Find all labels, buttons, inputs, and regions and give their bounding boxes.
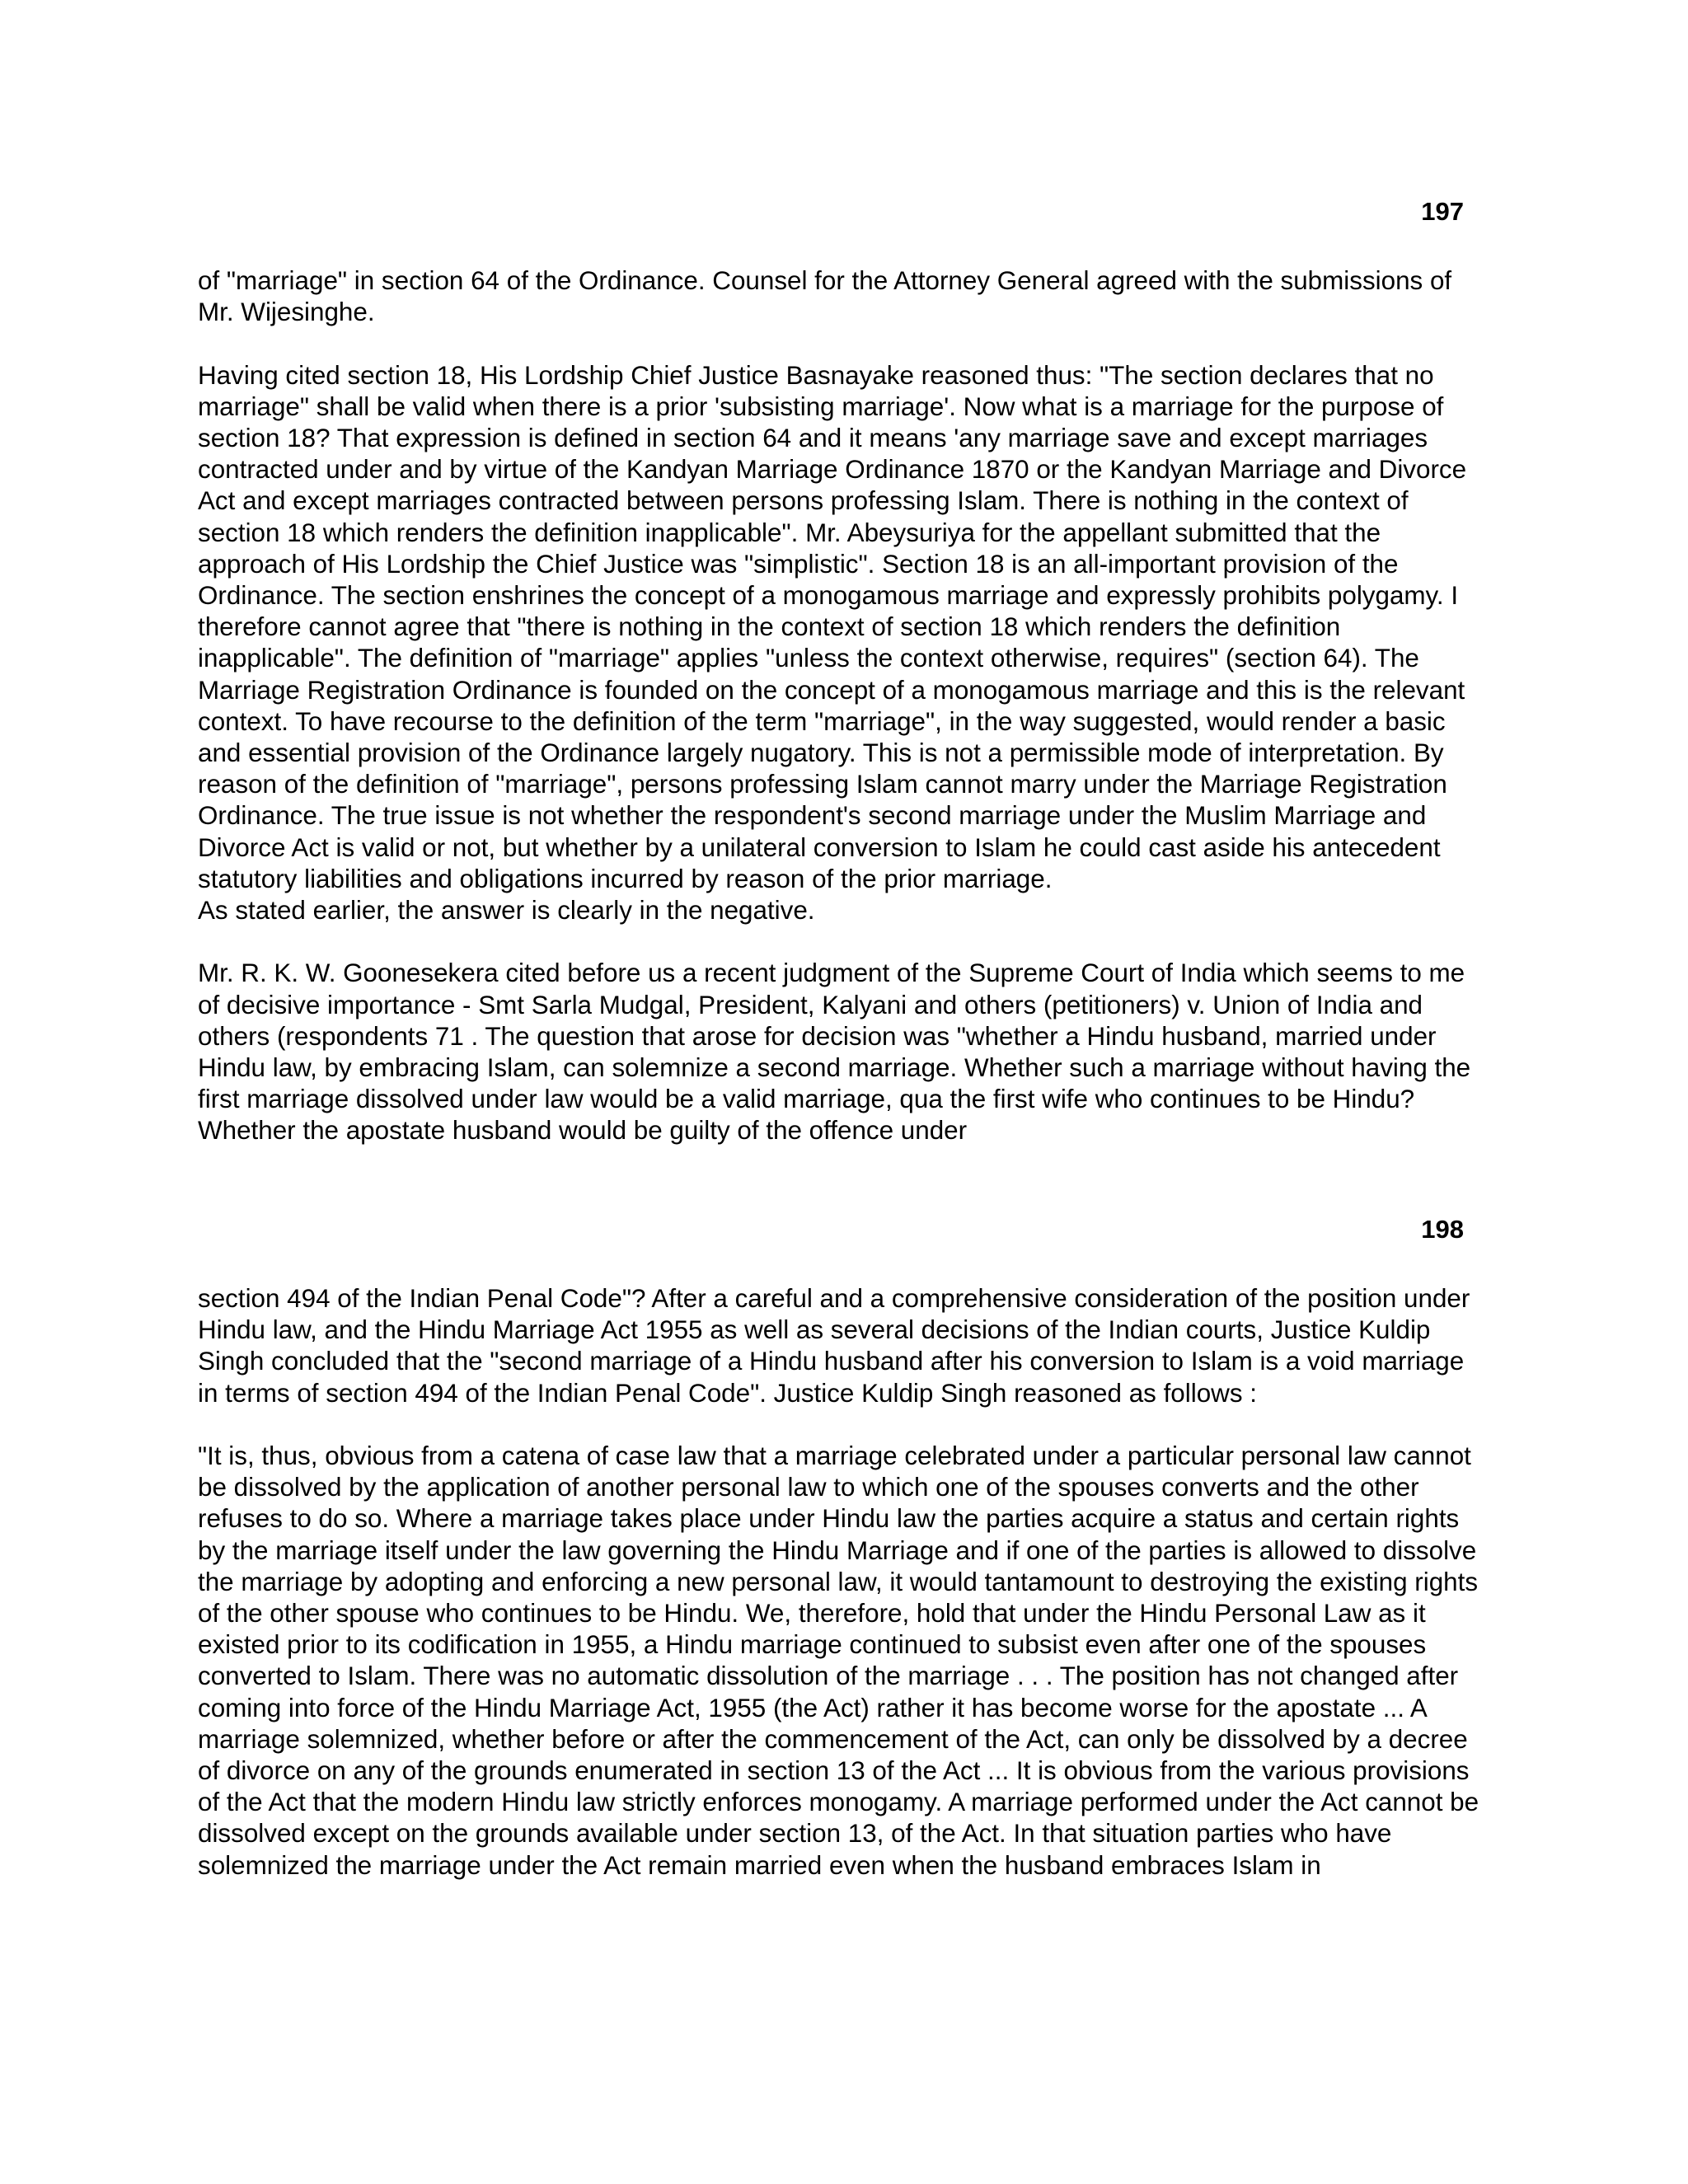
paragraph: section 494 of the Indian Penal Code"? After a careful and a comprehensive consideration of the position under Hindu law, and the Hindu Marriage Act 1955 as well as several decisions of the Indian courts, Justice Kuldip Singh concluded that the "second marriage of a Hindu husband after his conversion to Islam is a void marriage in terms of section 494 of the Indian Penal Code". Justice Kuldip Singh reasoned as follows : xyxy=(198,1284,1470,1408)
paragraph: Mr. R. K. W. Goonesekera cited before us a recent judgment of the Supreme Court of India which seems to me of decisive importance - Smt Sarla Mudgal, President, Kalyani and others (petitioners) v. Union of India and others (respondents 71 . The question that arose for decision was "whether a Hindu husband, married under Hindu law, by embracing Islam, can solemnize a second marriage. Whether such a marriage without having the first marriage dissolved under law would be a valid marriage, qua the first wife who continues to be Hindu? Whether the apostate husband would be guilty of the offence under xyxy=(198,958,1471,1146)
page-197-text xyxy=(198,265,1484,1147)
page-number-198: 198 xyxy=(1421,1215,1464,1244)
paragraph: of "marriage" in section 64 of the Ordinance. Counsel for the Attorney General agreed with the submissions of Mr. Wijesinghe. xyxy=(198,266,1452,327)
page-198-text xyxy=(198,1283,1484,1882)
paragraph: "It is, thus, obvious from a catena of case law that a marriage celebrated under a particular personal law cannot be dissolved by the application of another personal law to which one of the spouses converts and the other refuses to do so. Where a marriage takes place under Hindu law the parties acquire a status and certain rights by the marriage itself under the law governing the Hindu Marriage and if one of the parties is allowed to dissolve the marriage by adopting and enforcing a new personal law, it would tantamount to destroying the existing rights of the other spouse who continues to be Hindu. We, therefore, hold that under the Hindu Personal Law as it existed prior to its codification in 1955, a Hindu marriage continued to subsist even after one of the spouses converted to Islam. There was no automatic dissolution of the marriage . . . The position has not changed after coming into force of the Hindu Marriage Act, 1955 (the Act) rather it has become worse for the apostate ... A marriage solemnized, whether before or after the commencement of the Act, can only be dissolved by a decree of divorce on any of the grounds enumerated in section 13 of the Act ... It is obvious from the various provisions of the Act that the modern Hindu law strictly enforces monogamy. A marriage performed under the Act cannot be dissolved except on the grounds available under section 13, of the Act. In that situation parties who have solemnized the marriage under the Act remain married even when the husband embraces Islam in xyxy=(198,1441,1479,1880)
paragraph: As stated earlier, the answer is clearly in the negative. xyxy=(198,896,815,926)
page-number-197: 197 xyxy=(1421,197,1464,226)
paragraph: Having cited section 18, His Lordship Chief Justice Basnayake reasoned thus: "The section declares that no marriage" shall be valid when there is a prior 'subsisting marriage'. Now what is a marriage for the purpose of section 18? That expression is defined in section 64 and it means 'any marriage save and except marriages contracted under and by virtue of the Kandyan Marriage Ordinance 1870 or the Kandyan Marriage and Divorce Act and except marriages contracted between persons professing Islam. There is nothing in the context of section 18 which renders the definition inapplicable". Mr. Abeysuriya for the appellant submitted that the approach of His Lordship the Chief Justice was "simplistic". Section 18 is an all-important provision of the Ordinance. The section enshrines the concept of a monogamous marriage and expressly prohibits polygamy. I therefore cannot agree that "there is nothing in the context of section 18 which renders the definition inapplicable". The definition of "marriage" applies "unless the context otherwise, requires" (section 64). The Marriage Registration Ordinance is founded on the concept of a monogamous marriage and this is the relevant context. To have recourse to the definition of the term "marriage", in the way suggested, would render a basic and essential provision of the Ordinance largely nugatory. This is not a permissible mode of interpretation. By reason of the definition of "marriage", persons professing Islam cannot marry under the Marriage Registration Ordinance. The true issue is not whether the respondent's second marriage under the Muslim Marriage and Divorce Act is valid or not, but whether by a unilateral conversion to Islam he could cast aside his antecedent statutory liabilities and obligations incurred by reason of the prior marriage. xyxy=(198,360,1467,893)
